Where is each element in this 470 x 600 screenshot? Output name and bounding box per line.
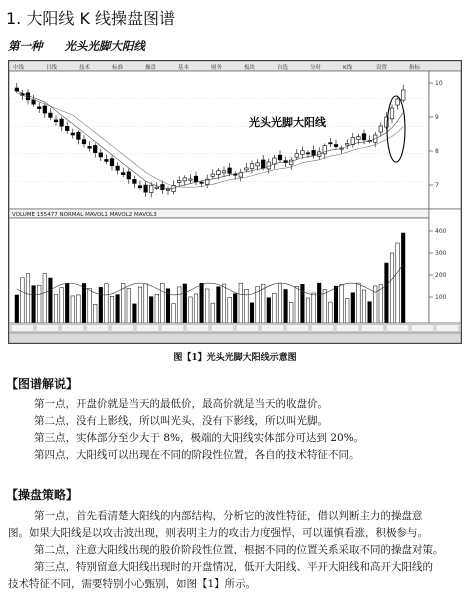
- candle-body: [60, 119, 64, 126]
- volume-bar: [233, 294, 237, 323]
- candle-body: [26, 93, 30, 100]
- pattern-number: 第一种: [8, 39, 43, 53]
- price-tick-label: 10: [435, 80, 443, 87]
- toolbar-label: 标准: [112, 65, 124, 71]
- volume-bar: [21, 278, 25, 323]
- volume-bar: [312, 293, 316, 323]
- strategy-point-1-cont: 图。如果大阳线是以攻击波出现，则表明主力的攻击力度强悍，可以谨慎看涨，积极参与。: [8, 527, 428, 539]
- explanation-list: [8, 396, 462, 464]
- bottom-tab: [261, 325, 284, 332]
- candle-body: [401, 90, 405, 100]
- candle-body: [155, 187, 159, 188]
- candle-body: [222, 171, 226, 173]
- volume-bar: [379, 285, 383, 323]
- candle-body: [189, 179, 193, 180]
- strategy-list: [8, 508, 462, 593]
- volume-bar: [149, 297, 153, 323]
- explanation-point-3: 第三点，实体部分至少大于 8%，极端的大阳线实体部分可达到 20%。: [34, 432, 365, 444]
- volume-bar: [396, 243, 400, 323]
- bottom-tab: [11, 325, 34, 332]
- bottom-tab: [361, 325, 384, 332]
- volume-bar: [172, 304, 176, 323]
- strategy-point-2: 第二点，注意大阳线出现的股价阶段性位置，根据不同的位置关系采取不同的操盘对策。: [34, 544, 444, 556]
- volume-bar: [357, 283, 361, 323]
- volume-bar: [71, 296, 75, 323]
- toolbar-label: 分时: [310, 65, 322, 71]
- volume-bar: [88, 288, 92, 323]
- candle-body: [49, 113, 53, 117]
- candle-body: [116, 166, 120, 170]
- volume-bar: [228, 297, 232, 323]
- candle-body: [345, 144, 349, 145]
- candle-body: [149, 185, 153, 192]
- toolbar-label: 自选: [277, 65, 289, 71]
- bottom-tab: [311, 325, 334, 332]
- candle-body: [32, 100, 36, 104]
- candle-body: [15, 88, 19, 91]
- toolbar-label: 中线: [13, 65, 25, 71]
- volume-bar: [15, 295, 19, 323]
- volume-bar: [65, 284, 69, 323]
- volume-bar: [116, 295, 120, 323]
- volume-bar: [211, 303, 215, 323]
- price-tick-label: 9: [435, 114, 439, 121]
- volume-bar: [161, 283, 165, 323]
- volume-bar: [144, 284, 148, 323]
- candle-body: [71, 133, 75, 135]
- volume-bar: [317, 283, 321, 323]
- figure-caption: 图【1】光头光脚大阳线示意图: [173, 353, 297, 363]
- candle-body: [396, 99, 400, 105]
- bottom-tab: [286, 325, 309, 332]
- explanation-point-4: 第四点，大阳线可以出现在不同的阶段性位置，各自的技术特征不同。: [34, 449, 360, 461]
- volume-bar: [278, 283, 282, 323]
- candle-body: [334, 145, 338, 147]
- volume-bar: [99, 287, 103, 323]
- volume-bar: [127, 288, 131, 323]
- volume-bar: [351, 293, 355, 323]
- volume-bar: [77, 295, 81, 323]
- bottom-tab: [36, 325, 59, 332]
- volume-bar: [189, 297, 193, 323]
- volume-bar: [82, 283, 86, 323]
- status-bar: [9, 333, 461, 343]
- candle-body: [217, 171, 221, 175]
- volume-tick-label: 300: [435, 250, 447, 257]
- candle-body: [278, 155, 282, 160]
- candle-body: [110, 159, 114, 166]
- volume-bar: [345, 298, 349, 323]
- volume-bar: [177, 287, 181, 323]
- candle-body: [306, 153, 310, 154]
- toolbar-label: 指标: [409, 65, 421, 71]
- bottom-tab: [161, 325, 184, 332]
- volume-bar: [284, 289, 288, 323]
- candle-body: [183, 178, 187, 181]
- candle-body: [88, 146, 92, 148]
- price-axis: [429, 71, 461, 209]
- volume-bar: [54, 295, 58, 323]
- candle-body: [99, 153, 103, 157]
- volume-bar: [138, 287, 142, 323]
- candle-body: [329, 143, 333, 144]
- volume-bar: [37, 285, 41, 323]
- volume-bar: [93, 304, 97, 323]
- section-title-explanation: 【图谱解说】: [6, 377, 79, 391]
- volume-bar: [222, 284, 226, 323]
- bottom-tab: [336, 325, 359, 332]
- toolbar-label: 操盘: [145, 65, 157, 71]
- volume-bar: [239, 283, 243, 323]
- candle-body: [166, 189, 170, 190]
- section-title-strategy: 【操盘策略】: [6, 488, 79, 502]
- toolbar-label: 板块: [244, 65, 256, 71]
- candle-body: [312, 150, 316, 155]
- volume-bar: [155, 294, 159, 323]
- pattern-subtitle: [8, 38, 145, 54]
- toolbar-label: K线: [343, 65, 353, 71]
- candle-body: [256, 163, 260, 166]
- strategy-point-3: 第三点，特别留意大阳线出现时的开盘情况，低开大阳线、平开大阳线和高开大阳线的: [34, 561, 433, 573]
- explanation-point-2: 第二点，没有上影线，所以叫光头，没有下影线，所以叫光脚。: [34, 415, 328, 427]
- bottom-tab: [61, 325, 84, 332]
- toolbar-label: 日线: [46, 65, 58, 71]
- toolbar-label: 设置: [376, 65, 388, 71]
- candle-body: [323, 146, 327, 154]
- volume-bar: [26, 274, 30, 323]
- volume-bar: [267, 298, 271, 323]
- candle-body: [228, 168, 232, 173]
- candle-body: [144, 185, 148, 192]
- candle-body: [239, 173, 243, 177]
- candle-body: [121, 173, 125, 175]
- volume-bar: [217, 287, 221, 323]
- chart-toolbar: [9, 61, 461, 71]
- kline-chart-svg: [9, 61, 461, 343]
- candle-body: [379, 126, 383, 132]
- candle-body: [357, 137, 361, 140]
- volume-bar: [401, 233, 405, 323]
- toolbar-label: 财务: [211, 65, 223, 71]
- candle-body: [301, 151, 305, 155]
- volume-bar: [43, 273, 47, 323]
- indicator-label: VOLUME 155477 NORMAL MAVOL1 MAVOL2 MAVOL3: [12, 212, 157, 218]
- volume-bar: [385, 263, 389, 323]
- candle-body: [65, 126, 69, 130]
- candle-body: [200, 182, 204, 183]
- candle-body: [295, 154, 299, 157]
- candle-body: [37, 107, 41, 109]
- volume-bar: [323, 290, 327, 323]
- volume-bar: [49, 278, 53, 323]
- volume-bar: [133, 304, 137, 323]
- candle-body: [250, 164, 254, 169]
- volume-bar: [205, 289, 209, 323]
- volume-bar: [261, 284, 265, 323]
- candle-body: [261, 160, 265, 168]
- strategy-point-3-cont: 技术特征不同，需要特别小心甄别，如图【1】所示。: [8, 578, 257, 590]
- bottom-tab: [411, 325, 434, 332]
- candle-body: [127, 172, 131, 179]
- volume-bar: [105, 284, 109, 323]
- candle-body: [194, 176, 198, 181]
- section-heading: 1. 大阳线 K 线操盘图谱: [6, 9, 176, 28]
- volume-bar: [183, 284, 187, 323]
- volume-bar: [301, 284, 305, 323]
- candle-body: [289, 160, 293, 165]
- volume-bar: [273, 293, 277, 323]
- volume-tick-label: 200: [435, 272, 447, 279]
- bottom-tab: [136, 325, 159, 332]
- volume-bar: [295, 286, 299, 323]
- volume-bar: [110, 296, 114, 323]
- volume-bar: [289, 302, 293, 323]
- price-tick-label: 8: [435, 148, 439, 155]
- candle-body: [43, 106, 47, 113]
- bottom-tab: [386, 325, 409, 332]
- volume-bar: [362, 290, 366, 323]
- candle-body: [82, 140, 86, 144]
- bottom-tab: [236, 325, 259, 332]
- volume-bar: [334, 286, 338, 323]
- bottom-tab: [186, 325, 209, 332]
- strategy-point-1: 第一点，首先看清楚大阳线的内部结构，分析它的波性特征，借以判断主力的操盘意: [34, 510, 423, 522]
- kline-chart-figure: [8, 60, 462, 344]
- candle-body: [211, 174, 215, 176]
- annotation-label: 光头光脚大阳线: [249, 116, 326, 129]
- candle-body: [54, 120, 58, 122]
- candle-body: [77, 132, 81, 139]
- volume-axis: [429, 209, 461, 323]
- candle-body: [93, 145, 97, 152]
- toolbar-label: 基本: [178, 65, 190, 71]
- candle-body: [245, 168, 249, 170]
- volume-tick-label: 400: [435, 228, 447, 235]
- bottom-tab: [111, 325, 134, 332]
- candle-body: [177, 180, 181, 182]
- volume-bar: [329, 302, 333, 323]
- volume-tick-label: 100: [435, 294, 447, 301]
- bottom-tab: [86, 325, 109, 332]
- volume-bar: [32, 286, 36, 323]
- volume-bar: [390, 253, 394, 323]
- candle-body: [362, 134, 366, 140]
- candle-body: [138, 186, 142, 188]
- volume-bar: [368, 302, 372, 323]
- pattern-name: 光头光脚大阳线: [64, 39, 145, 53]
- bottom-tab: [211, 325, 234, 332]
- volume-bar: [340, 284, 344, 323]
- volume-bar: [194, 294, 198, 323]
- toolbar-label: 技术: [79, 65, 91, 71]
- volume-bar: [306, 298, 310, 323]
- bottom-tab: [436, 325, 459, 332]
- volume-bar: [245, 289, 249, 323]
- explanation-point-1: 第一点，开盘价就是当天的最低价，最高价就是当天的收盘价。: [34, 398, 328, 410]
- volume-bar: [200, 283, 204, 323]
- candle-body: [133, 179, 137, 183]
- price-tick-label: 7: [435, 182, 439, 189]
- candle-body: [390, 108, 394, 119]
- volume-bar: [60, 288, 64, 323]
- candle-body: [105, 159, 109, 161]
- volume-bar: [250, 303, 254, 323]
